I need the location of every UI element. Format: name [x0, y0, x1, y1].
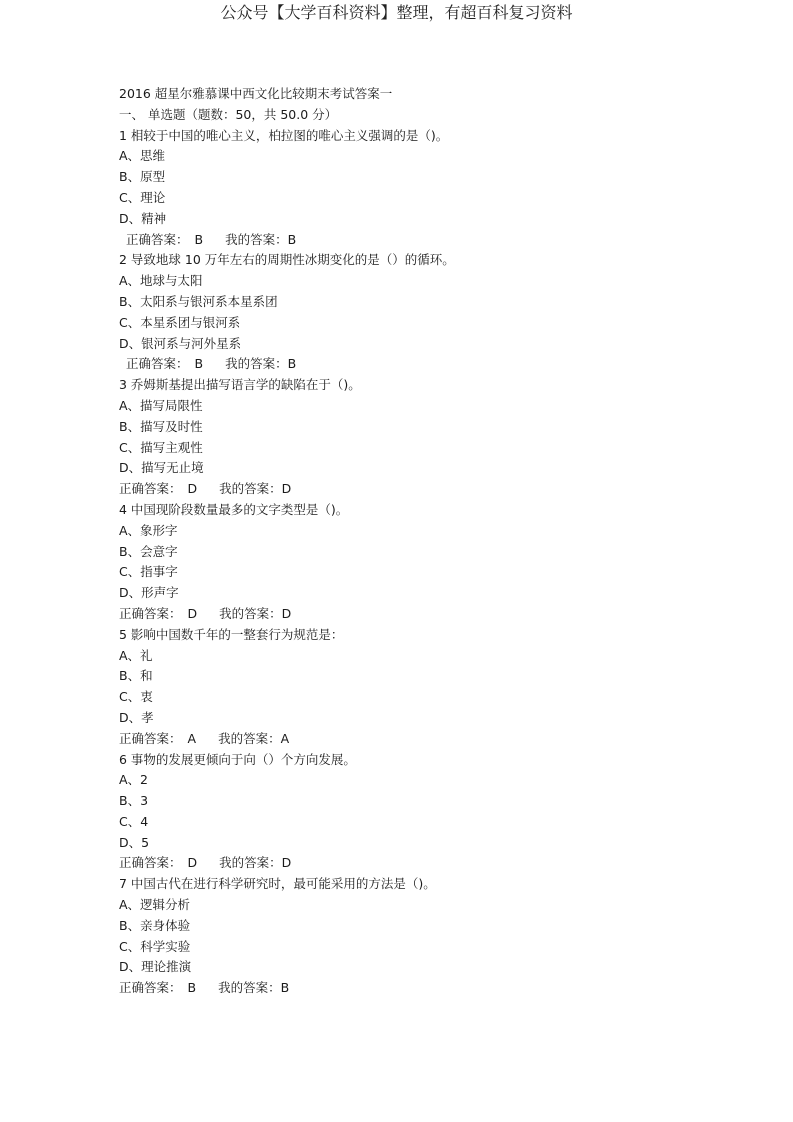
answer-option: C、指事字	[119, 564, 178, 580]
my-answer-value: D	[281, 855, 292, 871]
answer-line	[119, 978, 719, 999]
answer-option: D、银河系与河外星系	[119, 335, 242, 351]
answer-option: C、科学实验	[119, 938, 191, 954]
answer-option: A、礼	[119, 647, 153, 663]
correct-answer-label: 正确答案：	[126, 231, 189, 247]
answer-option: D、5	[119, 834, 150, 850]
section-heading: 一、 单选题（题数：50，共 50.0 分）	[119, 106, 338, 122]
answer-option: D、孝	[119, 709, 154, 725]
answer-option: C、衷	[119, 689, 153, 705]
answer-option: B、亲身体验	[119, 917, 191, 933]
my-answer-value: D	[281, 605, 292, 621]
correct-answer-label: 正确答案：	[119, 980, 182, 996]
correct-answer-label: 正确答案：	[126, 356, 189, 372]
correct-answer-value: B	[194, 356, 204, 372]
question-block	[119, 375, 719, 500]
correct-answer-label: 正确答案：	[119, 855, 182, 871]
my-answer-value: B	[280, 980, 290, 996]
correct-answer-value: D	[187, 605, 198, 621]
answer-option: B、和	[119, 668, 153, 684]
answer-option: D、描写无止境	[119, 460, 204, 476]
answer-option: A、象形字	[119, 522, 178, 538]
answer-option: C、理论	[119, 189, 166, 205]
my-answer-value: B	[287, 356, 297, 372]
question-stem: 7 中国古代在进行科学研究时，最可能采用的方法是（)。	[119, 876, 436, 892]
correct-answer-label: 正确答案：	[119, 730, 182, 746]
question-stem: 5 影响中国数千年的一整套行为规范是：	[119, 626, 344, 642]
my-answer-label: 我的答案：	[225, 356, 288, 372]
question-stem: 2 导致地球 10 万年左右的周期性冰期变化的是（）的循环。	[119, 252, 455, 268]
question-block	[119, 500, 719, 625]
answer-option: B、3	[119, 793, 149, 809]
answer-option: C、描写主观性	[119, 439, 203, 455]
answer-line	[119, 479, 719, 500]
my-answer-value: B	[287, 231, 297, 247]
exam-title: 2016 超星尔雅慕课中西文化比较期末考试答案一	[119, 86, 393, 101]
question-block	[119, 250, 719, 375]
correct-answer-value: D	[187, 855, 198, 871]
answer-option: B、原型	[119, 169, 166, 185]
my-answer-label: 我的答案：	[225, 231, 288, 247]
answer-option: A、描写局限性	[119, 397, 203, 413]
my-answer-value: D	[281, 481, 292, 497]
my-answer-label: 我的答案：	[219, 481, 282, 497]
answer-option: D、精神	[119, 210, 167, 226]
answer-option: A、地球与太阳	[119, 273, 203, 289]
question-block	[119, 750, 719, 875]
answer-option: A、2	[119, 772, 149, 788]
question-list	[119, 126, 719, 999]
answer-line	[119, 354, 719, 375]
document-body	[119, 84, 719, 999]
answer-line	[119, 604, 719, 625]
my-answer-label: 我的答案：	[218, 730, 281, 746]
question-block	[119, 625, 719, 750]
correct-answer-label: 正确答案：	[119, 481, 182, 497]
answer-option: B、太阳系与银河系本星系团	[119, 293, 278, 309]
answer-option: C、本星系团与银河系	[119, 314, 241, 330]
answer-line	[119, 853, 719, 874]
question-block	[119, 126, 719, 251]
answer-line	[119, 729, 719, 750]
correct-answer-label: 正确答案：	[119, 605, 182, 621]
page-header: 公众号【大学百科资料】整理，有超百科复习资料	[220, 3, 573, 22]
my-answer-label: 我的答案：	[218, 980, 281, 996]
question-stem: 1 相较于中国的唯心主义，柏拉图的唯心主义强调的是（)。	[119, 127, 449, 143]
correct-answer-value: B	[187, 980, 197, 996]
question-stem: 3 乔姆斯基提出描写语言学的缺陷在于（)。	[119, 377, 361, 393]
answer-option: D、理论推演	[119, 959, 192, 975]
answer-line	[119, 230, 719, 251]
answer-option: C、4	[119, 813, 149, 829]
my-answer-value: A	[280, 730, 290, 746]
answer-option: D、形声字	[119, 585, 179, 601]
answer-option: B、会意字	[119, 543, 178, 559]
correct-answer-value: A	[187, 730, 197, 746]
answer-option: B、描写及时性	[119, 418, 203, 434]
answer-option: A、逻辑分析	[119, 897, 191, 913]
question-stem: 4 中国现阶段数量最多的文字类型是（)。	[119, 501, 349, 517]
answer-option: A、思维	[119, 148, 166, 164]
question-block	[119, 874, 719, 999]
correct-answer-value: D	[187, 481, 198, 497]
correct-answer-value: B	[194, 231, 204, 247]
my-answer-label: 我的答案：	[219, 855, 282, 871]
question-stem: 6 事物的发展更倾向于向（）个方向发展。	[119, 751, 356, 767]
my-answer-label: 我的答案：	[219, 605, 282, 621]
